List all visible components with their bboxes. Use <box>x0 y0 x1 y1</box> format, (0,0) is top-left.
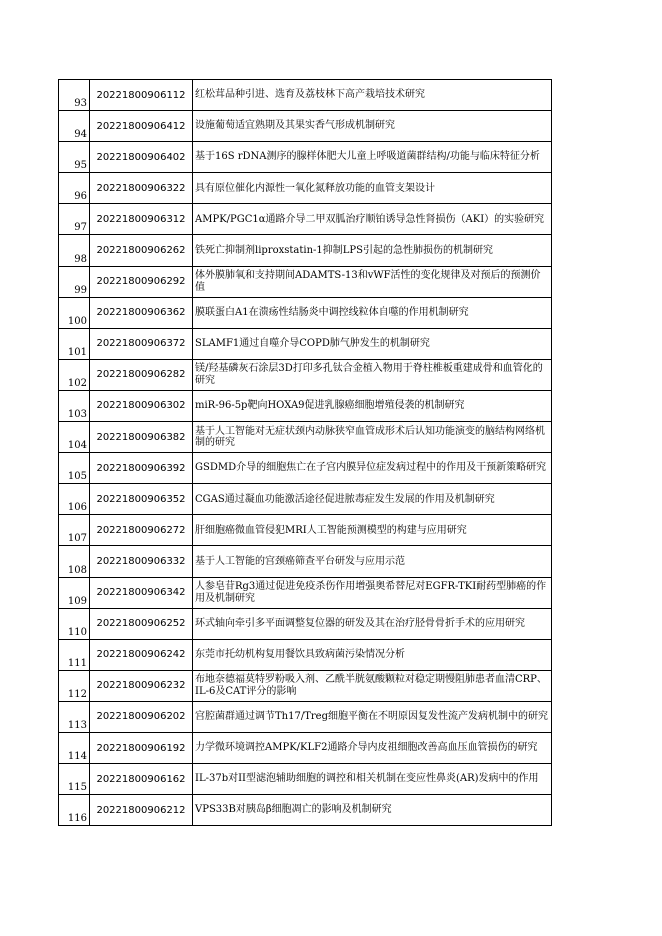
project-id-cell: 20221800906342 <box>90 577 193 608</box>
table-row <box>59 235 552 266</box>
project-title-cell: 膜联蛋白A1在溃疡性结肠炎中调控线粒体自噬的作用机制研究 <box>193 297 552 328</box>
project-title-cell: VPS33B对胰岛β细胞凋亡的影响及机制研究 <box>193 795 552 826</box>
row-number-cell: 116 <box>59 795 90 826</box>
project-title-cell: 宫腔菌群通过调节Th17/Treg细胞平衡在不明原因复发性流产发病机制中的研究 <box>193 701 552 732</box>
project-title-cell: 基于人工智能的宫颈癌筛查平台研发与应用示范 <box>193 546 552 577</box>
project-title-cell: GSDMD介导的细胞焦亡在子宫内膜异位症发病过程中的作用及干预新策略研究 <box>193 453 552 484</box>
project-id-cell: 20221800906322 <box>90 173 193 204</box>
table-row <box>59 359 552 390</box>
project-title-cell: 基于16S rDNA测序的腺样体肥大儿童上呼吸道菌群结构/功能与临床特征分析 <box>193 142 552 173</box>
table-row <box>59 701 552 732</box>
table-row <box>59 546 552 577</box>
row-number-cell: 101 <box>59 328 90 359</box>
project-title-cell: 力学微环境调控AMPK/KLF2通路介导内皮祖细胞改善高血压血管损伤的研究 <box>193 732 552 763</box>
row-number-cell: 113 <box>59 701 90 732</box>
project-title-cell: 布地奈德福莫特罗粉吸入剂、乙酰半胱氨酸颗粒对稳定期慢阻肺患者血清CRP、IL-6及CAT评分的影响 <box>193 670 552 701</box>
table-row <box>59 297 552 328</box>
project-title-cell: CGAS通过凝血功能激活途径促进脓毒症发生发展的作用及机制研究 <box>193 484 552 515</box>
row-number-cell: 111 <box>59 639 90 670</box>
row-number-cell: 96 <box>59 173 90 204</box>
row-number-cell: 100 <box>59 297 90 328</box>
project-id-cell: 20221800906382 <box>90 422 193 453</box>
project-id-cell: 20221800906362 <box>90 297 193 328</box>
project-id-cell: 20221800906302 <box>90 390 193 421</box>
table-row <box>59 764 552 795</box>
row-number-cell: 114 <box>59 732 90 763</box>
row-number-cell: 97 <box>59 204 90 235</box>
project-title-cell: SLAMF1通过自噬介导COPD肺气肿发生的机制研究 <box>193 328 552 359</box>
table-row <box>59 515 552 546</box>
project-id-cell: 20221800906112 <box>90 80 193 111</box>
project-title-cell: 肝细胞癌微血管侵犯MRI人工智能预测模型的构建与应用研究 <box>193 515 552 546</box>
project-title-cell: 红松茸品种引进、选育及荔枝林下高产栽培技术研究 <box>193 80 552 111</box>
table-body <box>59 80 552 826</box>
table-row <box>59 80 552 111</box>
project-title-cell: 铁死亡抑制剂liproxstatin-1抑制LPS引起的急性肺损伤的机制研究 <box>193 235 552 266</box>
project-id-cell: 20221800906402 <box>90 142 193 173</box>
project-title-cell: miR-96-5p靶向HOXA9促进乳腺癌细胞增殖侵袭的机制研究 <box>193 390 552 421</box>
project-id-cell: 20221800906412 <box>90 111 193 142</box>
row-number-cell: 102 <box>59 359 90 390</box>
table-row <box>59 608 552 639</box>
table-row <box>59 173 552 204</box>
row-number-cell: 103 <box>59 390 90 421</box>
project-id-cell: 20221800906372 <box>90 328 193 359</box>
table-row <box>59 142 552 173</box>
project-id-cell: 20221800906202 <box>90 701 193 732</box>
project-title-cell: 设施葡萄适宜熟期及其果实香气形成机制研究 <box>193 111 552 142</box>
row-number-cell: 109 <box>59 577 90 608</box>
project-title-cell: 东莞市托幼机构复用餐饮具致病菌污染情况分析 <box>193 639 552 670</box>
project-id-cell: 20221800906252 <box>90 608 193 639</box>
project-id-cell: 20221800906192 <box>90 732 193 763</box>
project-title-cell: 人参皂苷Rg3通过促进免疫杀伤作用增强奥希替尼对EGFR-TKI耐药型肺癌的作用及机制研究 <box>193 577 552 608</box>
row-number-cell: 99 <box>59 266 90 297</box>
project-id-cell: 20221800906352 <box>90 484 193 515</box>
table-row <box>59 111 552 142</box>
row-number-cell: 104 <box>59 422 90 453</box>
row-number-cell: 105 <box>59 453 90 484</box>
row-number-cell: 106 <box>59 484 90 515</box>
table-row <box>59 328 552 359</box>
project-id-cell: 20221800906392 <box>90 453 193 484</box>
project-title-cell: 具有原位催化内源性一氧化氮释放功能的血管支架设计 <box>193 173 552 204</box>
project-title-cell: IL-37b对II型滤泡辅助细胞的调控和相关机制在变应性鼻炎(AR)发病中的作用 <box>193 764 552 795</box>
table-row <box>59 422 552 453</box>
row-number-cell: 107 <box>59 515 90 546</box>
project-id-cell: 20221800906232 <box>90 670 193 701</box>
project-title-cell: AMPK/PGC1α通路介导二甲双胍治疗顺铂诱导急性肾损伤（AKI）的实验研究 <box>193 204 552 235</box>
table-row <box>59 453 552 484</box>
project-id-cell: 20221800906312 <box>90 204 193 235</box>
row-number-cell: 94 <box>59 111 90 142</box>
table-row <box>59 577 552 608</box>
row-number-cell: 98 <box>59 235 90 266</box>
table-row <box>59 639 552 670</box>
project-id-cell: 20221800906242 <box>90 639 193 670</box>
project-id-cell: 20221800906272 <box>90 515 193 546</box>
table-row <box>59 732 552 763</box>
row-number-cell: 110 <box>59 608 90 639</box>
project-id-cell: 20221800906162 <box>90 764 193 795</box>
project-id-cell: 20221800906332 <box>90 546 193 577</box>
project-id-cell: 20221800906212 <box>90 795 193 826</box>
table-row <box>59 204 552 235</box>
row-number-cell: 93 <box>59 80 90 111</box>
table-row <box>59 484 552 515</box>
row-number-cell: 112 <box>59 670 90 701</box>
table-row <box>59 670 552 701</box>
project-title-cell: 镁/羟基磷灰石涂层3D打印多孔钛合金植入物用于脊柱椎板重建成骨和血管化的研究 <box>193 359 552 390</box>
project-id-cell: 20221800906262 <box>90 235 193 266</box>
row-number-cell: 108 <box>59 546 90 577</box>
row-number-cell: 95 <box>59 142 90 173</box>
project-id-cell: 20221800906282 <box>90 359 193 390</box>
project-title-cell: 体外膜肺氧和支持期间ADAMTS-13和vWF活性的变化规律及对预后的预测价值 <box>193 266 552 297</box>
project-title-cell: 基于人工智能对无症状颈内动脉狭窄血管成形术后认知功能演变的脑结构网络机制的研究 <box>193 422 552 453</box>
table-row <box>59 390 552 421</box>
project-id-cell: 20221800906292 <box>90 266 193 297</box>
project-table <box>58 79 552 826</box>
table-row <box>59 795 552 826</box>
table-row <box>59 266 552 297</box>
row-number-cell: 115 <box>59 764 90 795</box>
project-title-cell: 环式轴向牵引多平面调整复位器的研发及其在治疗胫骨骨折手术的应用研究 <box>193 608 552 639</box>
